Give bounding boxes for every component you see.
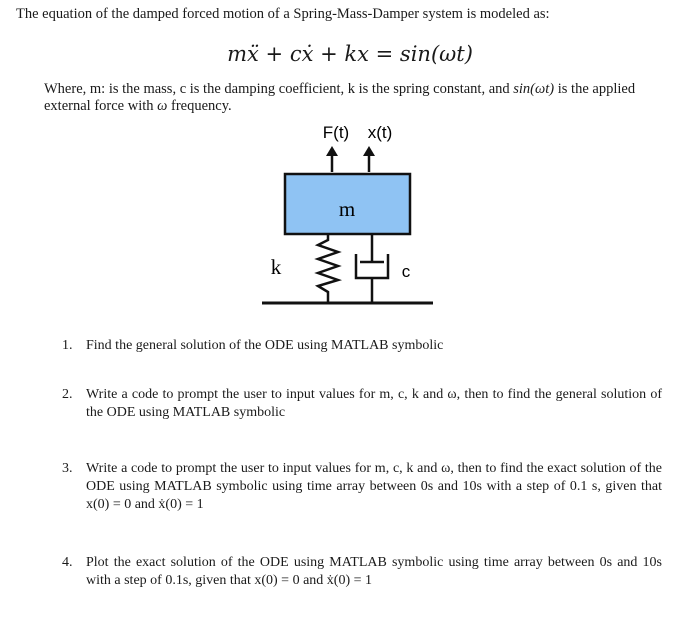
displacement-label: x(t) [367, 123, 393, 142]
question-3 [62, 460, 662, 514]
question-number: 2. [62, 387, 73, 402]
intro-text: The equation of the damped forced motion of a Spring-Mass-Damper system is modeled as: [16, 6, 550, 22]
eq-plus-1: + [258, 42, 290, 66]
force-arrow-icon [326, 146, 338, 172]
question-text: Find the general solution of the ODE using MATLAB symbolic [86, 338, 444, 353]
eq-plus-2: + [313, 42, 345, 66]
where-part-1: Where, m: is the mass, c is the damping coefficient, k is the spring constant, and [44, 81, 514, 97]
question-number: 4. [62, 555, 73, 570]
mass-label: m [338, 197, 356, 221]
question-text: Plot the exact solution of the ODE using MATLAB symbolic using time array between 0s and 10s with a step of 0.1s, given that x(0) = 0 and ẋ(0) = 1 [86, 555, 662, 588]
question-number: 1. [62, 338, 73, 353]
eq-spring-term: kx [344, 42, 369, 66]
question-1 [62, 337, 662, 355]
question-4 [62, 554, 662, 590]
spring-label: k [270, 255, 282, 279]
question-2 [62, 386, 662, 422]
question-number: 3. [62, 461, 73, 476]
damper-label: c [401, 262, 411, 281]
question-text: Write a code to prompt the user to input values for m, c, k and ω, then to find the exact solution of the ODE using MATLAB symbolic using time array between 0s and 10s with a step of 0.1 s, given that x(0) = 0 and ẋ(0) = 1 [86, 461, 662, 512]
damper-icon [356, 234, 388, 302]
eq-mass: m [227, 42, 248, 66]
where-omega: ω [157, 98, 168, 114]
force-label: F(t) [322, 123, 350, 142]
where-force: sin(ωt) [513, 81, 555, 97]
eq-damping: c [289, 42, 302, 66]
eq-velocity: ẋ [301, 42, 314, 66]
displacement-arrow-icon [363, 146, 375, 172]
question-text: Write a code to prompt the user to input values for m, c, k and ω, then to find the general solution of the ODE using MATLAB symbolic [86, 387, 662, 420]
eq-accel: ẍ [247, 42, 259, 66]
spring-icon [318, 234, 338, 302]
where-part-2: is the applied external force with [44, 81, 636, 114]
eq-forcing: sin(ωt) [399, 42, 473, 66]
eq-equals: = [368, 42, 400, 66]
where-part-3: frequency. [167, 98, 232, 114]
